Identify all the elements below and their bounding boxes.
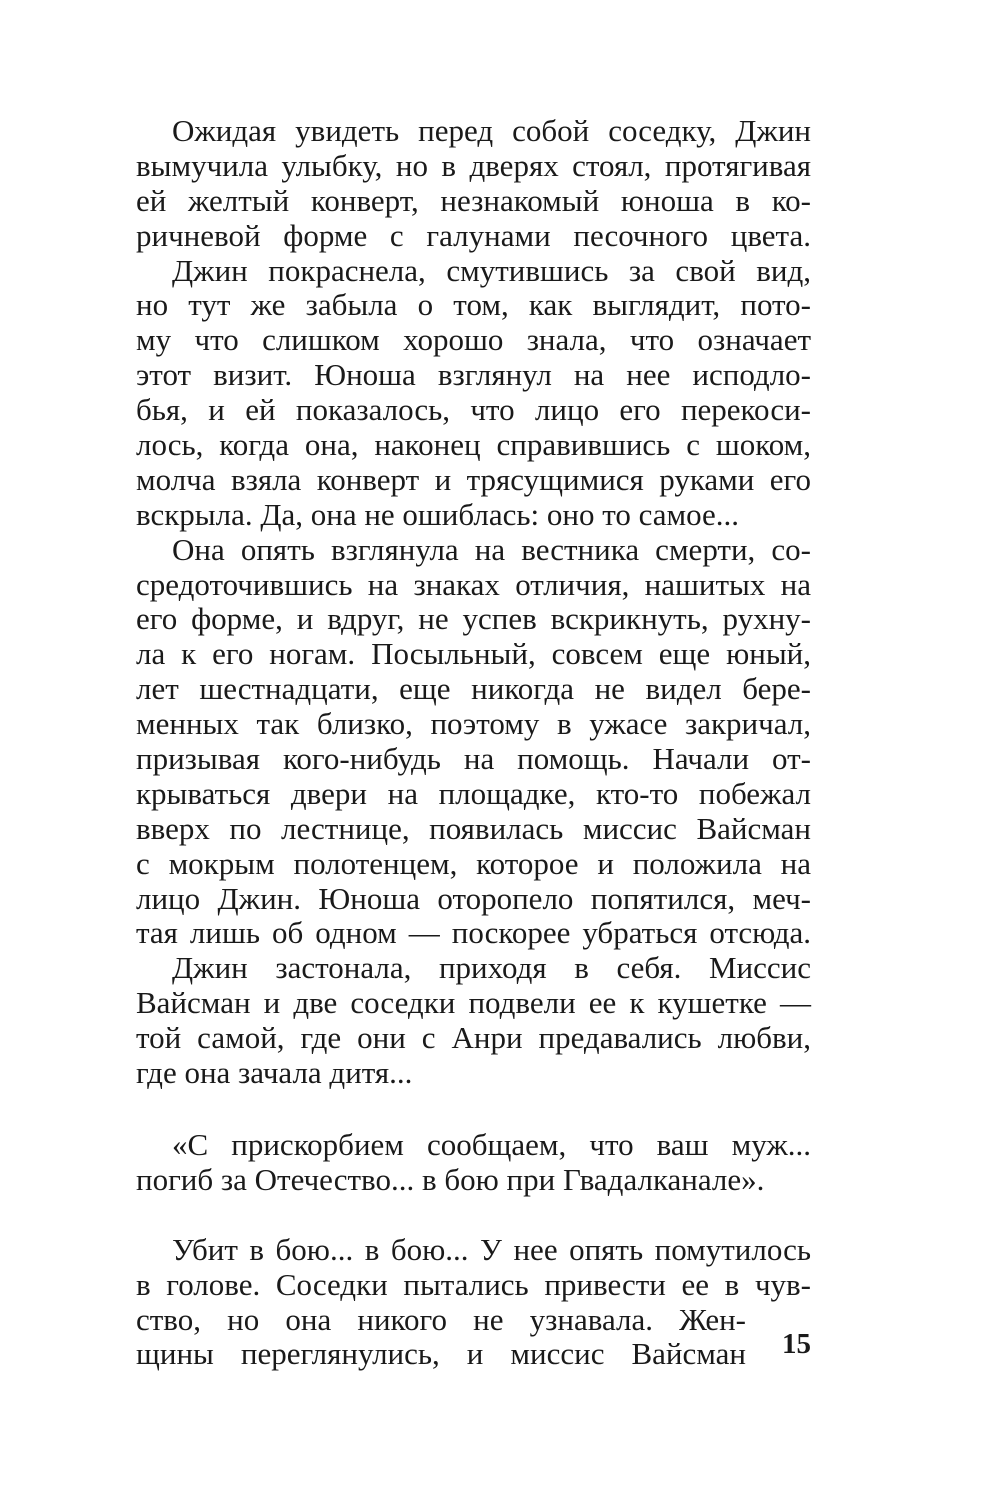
closing-paragraph xyxy=(136,1233,811,1373)
text-line: Ожидая увидеть перед собой соседку, Джин xyxy=(172,113,811,148)
text-line: Она опять взглянула на вестника смерти, со- xyxy=(172,531,811,567)
text-line: бья, и ей показалось, что лицо его перекоси- xyxy=(136,392,811,428)
paragraph-4 xyxy=(136,951,811,1091)
text-line: призывая кого-нибудь на помощь. Начали от- xyxy=(136,741,811,777)
page-number: 15 xyxy=(782,1328,811,1360)
text-line: где она зачала дитя... xyxy=(136,1055,413,1091)
text-line: вымучила улыбку, но в дверях стоял, протягивая xyxy=(136,147,811,183)
text-line: тая лишь об одном — поскорее убраться отсюда. xyxy=(136,915,811,951)
text-line: лет шестнадцати, еще никогда не видел бере- xyxy=(136,671,811,707)
text-line: ство, но она никого не узнавала. Жен- xyxy=(136,1301,746,1337)
text-line: погиб за Отечество... в бою при Гвадалканале». xyxy=(136,1161,765,1197)
text-line: Вайсман и две соседки подвели ее к кушетке — xyxy=(136,985,811,1021)
page-body xyxy=(136,114,811,1372)
text-line: крываться двери на площадке, кто-то побежал xyxy=(136,775,811,811)
telegram-quote xyxy=(136,1128,811,1198)
text-line: менных так близко, поэтому в ужасе закричал, xyxy=(136,706,811,742)
text-line: «С прискорбием сообщаем, что ваш муж... xyxy=(172,1126,811,1162)
text-line: Джин покраснела, смутившись за свой вид, xyxy=(172,252,811,288)
section-gap xyxy=(136,1091,811,1128)
text-line: Джин застонала, приходя в себя. Миссис xyxy=(172,950,811,986)
text-line: но тут же забыла о том, как выглядит, пото- xyxy=(136,287,811,323)
text-line: му что слишком хорошо знала, что означает xyxy=(136,322,811,358)
text-line: этот визит. Юноша взглянул на нее исподло- xyxy=(136,357,811,393)
text-line: лось, когда она, наконец справившись с шоком, xyxy=(136,427,811,463)
text-line: в голове. Соседки пытались привести ее в чув- xyxy=(136,1266,811,1302)
text-line: вверх по лестнице, появилась миссис Вайсман xyxy=(136,810,811,846)
text-line: той самой, где они с Анри предавались любви, xyxy=(136,1020,811,1056)
text-line: средоточившись на знаках отличия, нашитых на xyxy=(136,566,811,602)
text-line: лицо Джин. Юноша оторопело попятился, меч- xyxy=(136,880,811,916)
paragraph-1 xyxy=(136,114,811,254)
text-line: молча взяла конверт и трясущимися руками его xyxy=(136,461,811,497)
text-line: ричневой форме с галунами песочного цвета. xyxy=(136,217,811,253)
text-line: щины переглянулись, и миссис Вайсман xyxy=(136,1336,746,1372)
text-line: ла к его ногам. Посыльный, совсем еще юный, xyxy=(136,636,811,672)
text-line: его форме, и вдруг, не успев вскрикнуть, рухну- xyxy=(136,601,811,637)
text-line: с мокрым полотенцем, которое и положила на xyxy=(136,845,811,881)
paragraph-3 xyxy=(136,533,811,952)
text-line: вскрыла. Да, она не ошиблась: оно то самое... xyxy=(136,496,740,532)
text-line: Убит в бою... в бою... У нее опять помутилось xyxy=(172,1231,811,1267)
text-line: ей желтый конверт, незнакомый юноша в ко- xyxy=(136,182,811,218)
paragraph-2 xyxy=(136,254,811,533)
section-gap xyxy=(136,1198,811,1233)
